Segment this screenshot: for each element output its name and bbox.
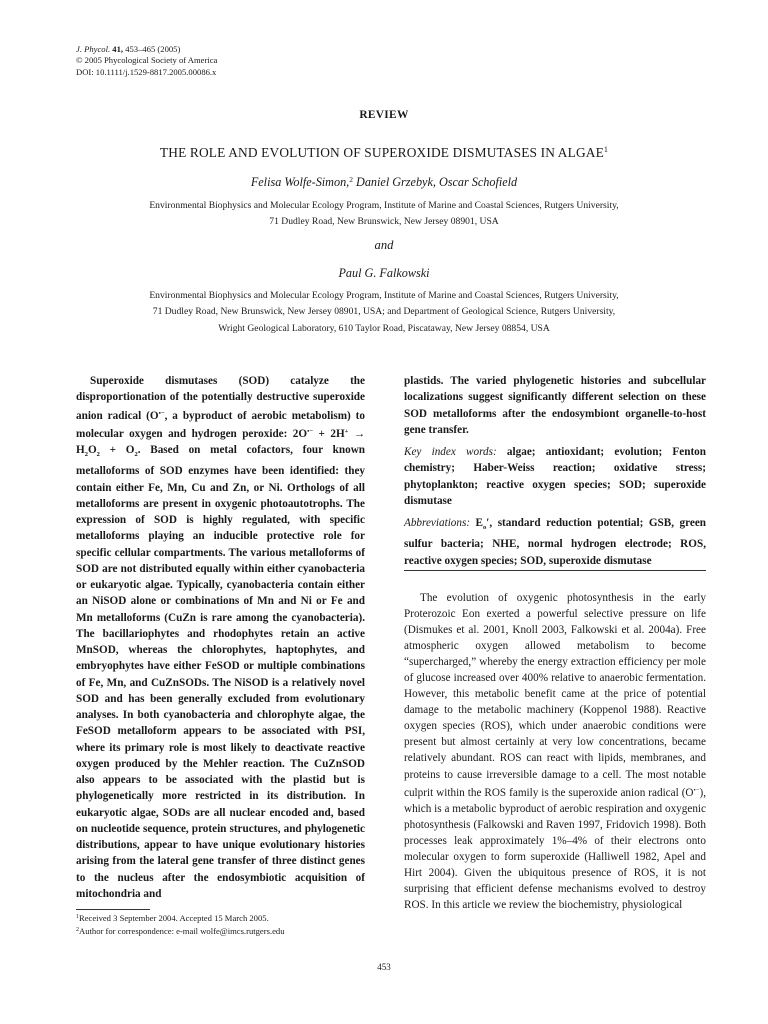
affiliation-2: Environmental Biophysics and Molecular Ecology Program, Institute of Marine and Coastal Sciences, Rutgers University, 71 Dudley Road, New Brunswick, New Jersey 08901, USA; and Department of Geological Science, Rutgers University, Wright Geological Laboratory, 610 Taylor Road, Piscataway, New Jersey 08854, USA <box>149 290 619 334</box>
citation-line-1: J. Phycol. 41, 453–465 (2005) <box>76 44 181 54</box>
article-title: THE ROLE AND EVOLUTION OF SUPEROXIDE DISMUTASES IN ALGAE$^1$ <box>159 145 609 160</box>
title-footnote-mark: 1 <box>603 145 609 154</box>
doi-line: DOI: 10.1111/j.1529-8817.2005.00086.x <box>76 66 217 77</box>
page-number: 453 <box>377 962 391 972</box>
footnote-1: $^1$Received 3 September 2004. Accepted 15 March 2005. <box>76 913 269 923</box>
abstract-continuation: plastids. The varied phylogenetic histories and subcellular localizations suggest significantly different selection on these SOD metalloforms after the endosymbiont organelle-to-host gene transfer. <box>404 375 706 436</box>
footnote-2: $^2$Author for correspondence: e-mail wolfe@imcs.rutgers.edu <box>76 925 285 936</box>
affiliation-1: Environmental Biophysics and Molecular Ecology Program, Institute of Marine and Coastal Sciences, Rutgers University, 71 Dudley Road, New Brunswick, New Jersey 08901, USA <box>149 200 619 228</box>
copyright-line: © 2005 Phycological Society of America <box>76 55 218 66</box>
journal-citation <box>76 44 217 78</box>
abstract-left-column <box>76 373 365 902</box>
and-separator: and <box>374 238 394 252</box>
author-list-1: Felisa Wolfe-Simon,$^2$ Daniel Grzebyk, Oscar Schofield <box>250 175 518 189</box>
body-text-column <box>404 590 706 913</box>
abbreviations: Abbreviations: $E_o'$, standard reduction potential; GSB, green sulfur bacteria; NHE, normal hydrogen electrode; ROS, reactive oxygen species; SOD, superoxide dismutase <box>404 517 707 567</box>
abstract-right-column <box>404 373 706 569</box>
section-label: REVIEW <box>359 109 409 121</box>
key-index-words: Key index words: algae; antioxidant; evolution; Fenton chemistry; Haber-Weiss reaction; oxidative stress; phytoplankton; reactive oxygen species; SOD; superoxide dismutase <box>404 446 706 507</box>
abstract-paragraph: Superoxide dismutases (SOD) catalyze the disproportionation of the potentially destructive superoxide anion radical (O•−, a byproduct of aerobic metabolism) to molecular oxygen and hydrogen peroxide: $2O^{•-} + 2H^+ \to H_2O_2 + O_2$. Based on metal cofactors, four known metalloforms of SOD enzymes have been identified: they contain either Fe, Mn, Cu and Zn, or Ni. Orthologs of all metalloforms are present in oxygenic photoautotrophs. The expression of SOD is highly regulated, with specific metalloforms playing an inducible protective role for specific cellular compartments. The various metalloforms of SOD are not distributed equally within either cyanobacteria or eukaryotic algae. Typically, cyanobacteria contain either an NiSOD alone or combinations of Mn and Ni or Fe and Mn metalloforms (CuZn is rare among the cyanobacteria). The bacillariophytes and rhodophytes retain an active MnSOD, whereas the chlorophytes, haptophytes, and embryophytes have either FeSOD or multiple combinations of Fe, Mn, and CuZnSODs. The NiSOD is a relatively novel SOD and has been generally excluded from evolutionary analyses. In both cyanobacteria and chlorophyte algae, the FeSOD metalloform appears to be associated with PSI, where its primary role is most likely to deactivate reactive oxygen produced by the Mehler reaction. The CuZnSOD also appears to be associated with the plastid but is phylogenetically more restricted in its distribution. In eukaryotic algae, SODs are all nuclear encoded and, based on nucleotide sequence, protein structures, and phylogenetic distributions, appear to have unique evolutionary histories arising from the lateral gene transfer of three distinct genes to the nucleus after the endosymbiotic acquisition of mitochondria and <box>76 375 366 900</box>
author-list-2: Paul G. Falkowski <box>338 266 430 280</box>
body-paragraph: The evolution of oxygenic photosynthesis in the early Proterozoic Eon exerted a powerful selective pressure on life (Dismukes et al. 2001, Knoll 2003, Falkowski et al. 2004a). Free atmospheric oxygen allowed metabolism to become “supercharged,” whereby the energy extraction efficiency per mole of glucose increased over 400% relative to anaerobic fermentation. However, this metabolic benefit came at the price of potential damage to the metabolic machinery (Koppenol 1988). Reactive oxygen species (ROS), which under anaerobic conditions were present but almost certainly at very low concentrations, became relatively abundant. ROS can react with lipids, membranes, and proteins to cause irreversible damage to a cell. The most notable culprit within the ROS family is the superoxide anion radical (O•−), which is a metabolic byproduct of aerobic respiration and oxygenic photosynthesis (Falkowski and Raven 1997, Fridovich 1998). Both processes leak approximately 1%–4% of their electrons onto molecular oxygen to form superoxide (Halliwell 1982, Apel and Hirt 2004). Given the ubiquitous presence of ROS, it is not surprising that efficient defense mechanisms evolved to destroy ROS. In this article we review the biochemistry, physiological <box>404 592 706 911</box>
section-divider <box>404 570 706 571</box>
footnotes <box>76 912 285 937</box>
footnote-divider <box>76 909 150 910</box>
